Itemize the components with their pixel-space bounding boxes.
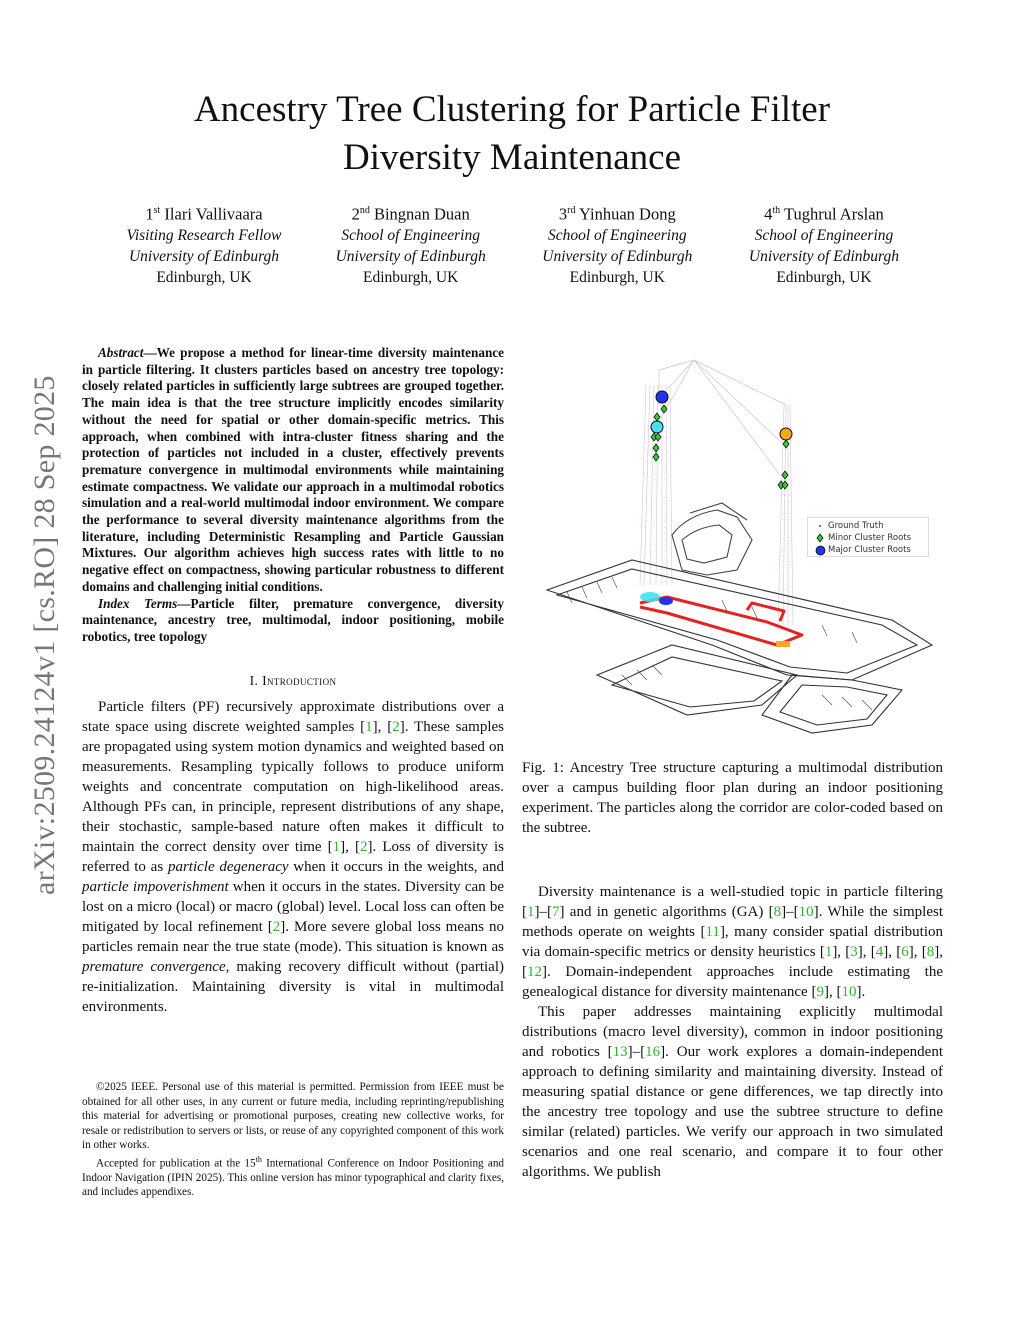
author-role: School of Engineering: [341, 226, 480, 244]
citation-link[interactable]: 6: [901, 944, 909, 960]
legend-item-major-roots: Major Cluster Roots: [812, 544, 924, 556]
author-name: Tughrul Arslan: [784, 204, 884, 224]
paper-title: [100, 86, 924, 182]
ordinal-suffix: nd: [359, 205, 370, 216]
citation-link[interactable]: 1: [527, 904, 535, 920]
ordinal-suffix: rd: [567, 205, 576, 216]
author-ordinal: 3: [558, 204, 568, 224]
abstract-lead: Abstract: [98, 345, 144, 360]
citation-link[interactable]: 8: [926, 944, 935, 960]
legend-item-ground-truth: Ground Truth: [812, 520, 924, 532]
citation-link[interactable]: 1: [365, 718, 373, 735]
author-2: [311, 200, 511, 288]
citation-link[interactable]: 3: [850, 944, 858, 960]
author-role: School of Engineering: [754, 226, 894, 244]
acceptance-note: Accepted for publication at the 15th International Conference on Indoor Positioning and Indoor Navigation (IPIN 2025). This online version has minor typographical and clarity fixes, and includes appendixes.: [82, 1154, 505, 1199]
green-diamond-icon: [812, 533, 828, 543]
major-root-cyan: [651, 421, 663, 433]
author-ordinal: 2: [351, 204, 360, 224]
author-ordinal: 1: [145, 204, 154, 224]
abstract: [82, 345, 504, 596]
index-terms: [82, 596, 504, 646]
legend-item-minor-roots: Minor Cluster Roots: [812, 532, 924, 544]
citation-link[interactable]: 10: [841, 984, 857, 1000]
author-location: Edinburgh, UK: [569, 268, 665, 286]
diversity-paragraph: Diversity maintenance is a well-studied topic in particle filtering [1]–[7] and in genetic algorithms (GA) [8]–[10]. While the simplest methods operate on weights [11], many consider spatial distribution via domain-specific metrics or density heuristics [1], [3], [4], [6], [8], [12]. Domain-independent approaches include estimating the genealogical distance for diversity maintenance [9], [10].: [522, 884, 943, 1000]
author-name: Ilari Vallivaara: [164, 204, 263, 224]
author-location: Edinburgh, UK: [363, 268, 459, 286]
title-line-1: Ancestry Tree Clustering for Particle Filter: [193, 89, 831, 130]
author-ordinal: 4: [764, 204, 773, 224]
citation-link[interactable]: 10: [798, 904, 814, 920]
citation-link[interactable]: 13: [612, 1044, 628, 1060]
citation-link[interactable]: 1: [332, 838, 341, 855]
citation-link[interactable]: 8: [773, 904, 782, 920]
abstract-text: —We propose a method for linear-time diversity maintenance in particle filtering. It clusters particles based on ancestry tree topology: closely related particles in sufficiently large subtrees are grouped together. The main idea is that the tree structure implicitly encodes similarity without the need for spatial or other domain-specific metrics. This approach, when combined with intra-cluster fitness sharing and the protection of particles not included in a cluster, effectively prevents premature convergence in multimodal environments while maintaining estimate compactness. We validate our approach in a multimodal robotics simulation and a real-world multimodal indoor environment. We compare the performance to several diversity maintenance algorithms from the literature, including Deterministic Resampling and Particle Gaussian Mixtures. Our algorithm achieves high success rates with little to no negative effect on compactness, showing particular robustness to different domains and challenging initial conditions.: [82, 345, 504, 594]
author-role: Visiting Research Fellow: [126, 226, 282, 244]
author-institution: University of Edinburgh: [748, 247, 900, 265]
arxiv-stamp: arXiv:2509.24124v1 [cs.RO] 28 Sep 2025: [28, 375, 61, 895]
citation-link[interactable]: 2: [272, 918, 281, 935]
section-numeral: I.: [249, 672, 263, 688]
citation-link[interactable]: 9: [816, 984, 824, 1000]
section-title: Introduction: [262, 672, 337, 688]
author-institution: University of Edinburgh: [128, 247, 280, 265]
copyright-footnote: [82, 1080, 504, 1200]
figure-1: [522, 345, 943, 740]
author-3: [517, 200, 717, 288]
citation-link[interactable]: 12: [527, 964, 542, 980]
author-institution: University of Edinburgh: [542, 247, 693, 265]
emphasis-term: particle impoverishment: [82, 878, 229, 895]
ground-truth-dot-icon: [812, 524, 828, 528]
contribution-paragraph: This paper addresses maintaining explicitly multimodal distributions (macro level diversity), common in indoor positioning and robotics [13]–[16]. Our work explores a domain-independent approach to defining similarity and maintaining diversity. Instead of measuring spatial distance or gene differences, we tap directly into the ancestry tree topology and use the subtree structure to define similar (related) particles. We verify our approach in two simulated scenarios and one real scenario, and compare it to four other algorithms. We publish: [522, 1004, 943, 1180]
figure-legend: [807, 517, 929, 557]
ordinal-suffix: st: [153, 205, 161, 216]
author-block: [104, 200, 924, 288]
figure-1-caption: Fig. 1: Ancestry Tree structure capturing a multimodal distribution over a campus building floor plan during an indoor positioning experiment. The particles along the corridor are color-coded based on the subtree.: [522, 760, 943, 836]
author-location: Edinburgh, UK: [156, 268, 252, 286]
citation-link[interactable]: 7: [552, 904, 560, 920]
major-root-blue: [656, 391, 668, 403]
author-1: [104, 200, 304, 288]
citation-link[interactable]: 1: [824, 944, 833, 960]
section-heading-introduction: [82, 673, 504, 689]
author-location: Edinburgh, UK: [776, 268, 872, 286]
author-name: Bingnan Duan: [373, 204, 470, 224]
citation-link[interactable]: 11: [705, 924, 720, 940]
title-line-2: Diversity Maintenance: [342, 137, 682, 178]
ordinal-suffix: th: [772, 205, 781, 216]
intro-paragraph: Particle filters (PF) recursively approximate distributions over a state space using discrete weighted samples [1], [2]. These samples are propagated using system motion dynamics and weighted based on measurements. Resampling typically follows to produce uniform weights and concentrate computation on high-likelihood areas. Although PFs can, in principle, represent distributions of any shape, their stochastic, sample-based nature often makes it difficult to maintain the correct density over time [1], [2]. Loss of diversity is referred to as particle degeneracy when it occurs in the weights, and particle impoverishment when it occurs in the states. Diversity can be lost on a micro (local) or macro (global) level. Local loss can often be mitigated by local refinement [2]. More severe global loss means no particles remain near the true state (mode). This situation is known as premature convergence, making recovery difficult without (partial) re-initialization. Maintaining diversity is vital in multimodal environments.: [82, 698, 504, 1015]
blue-circle-icon: [812, 545, 828, 556]
copyright-notice: ©2025 IEEE. Personal use of this material is permitted. Permission from IEEE must be obtained for all other uses, in any current or future media, including reprinting/republishing this material for advertising or promotional purposes, creating new collective works, for resale or redistribution to servers or lists, or reuse of any copyrighted component of this work in other works.: [82, 1081, 504, 1151]
left-column: [82, 345, 504, 1017]
citation-link[interactable]: 4: [875, 944, 884, 960]
index-terms-lead: Index Terms: [98, 595, 178, 611]
right-column: [522, 882, 943, 1182]
index-terms-text: —Particle filter, premature convergence, diversity maintenance, ancestry tree, multimodal, indoor positioning, mobile robotics, tree topology: [82, 595, 504, 644]
major-root-orange: [780, 428, 792, 440]
citation-link[interactable]: 2: [392, 718, 400, 735]
author-institution: University of Edinburgh: [335, 247, 486, 265]
citation-link[interactable]: 2: [360, 838, 368, 855]
author-role: School of Engineering: [548, 226, 687, 244]
emphasis-term: particle degeneracy: [167, 858, 289, 875]
author-name: Yinhuan Dong: [579, 204, 676, 224]
author-4: [724, 200, 924, 288]
citation-link[interactable]: 16: [645, 1044, 661, 1060]
emphasis-term: premature convergence: [82, 958, 226, 975]
